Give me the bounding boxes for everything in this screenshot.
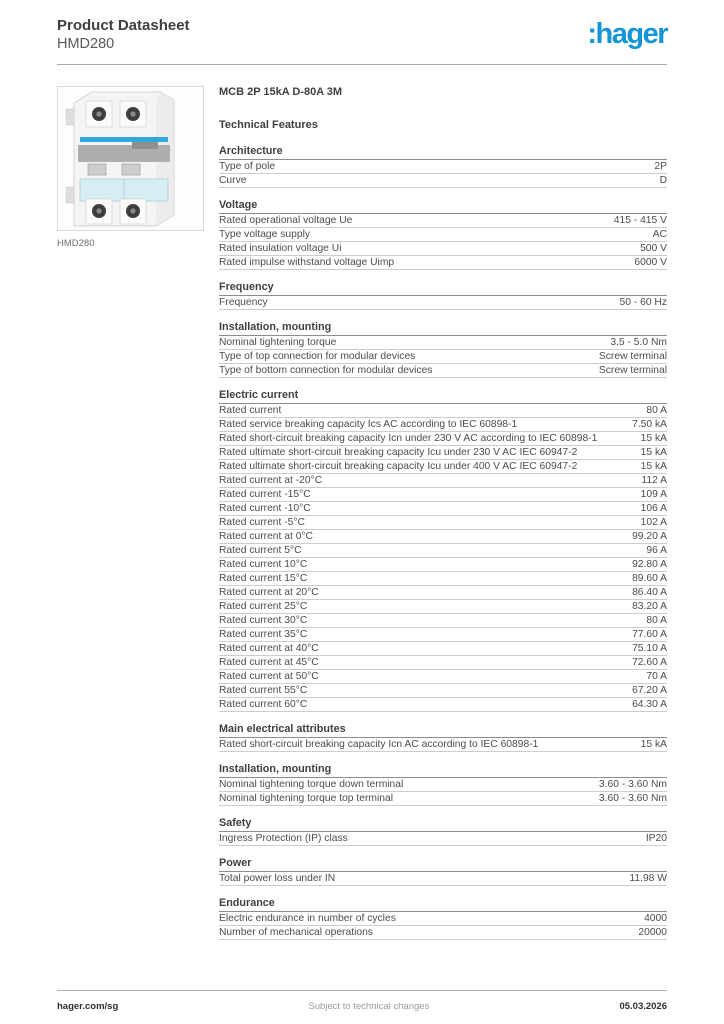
spec-row: [219, 738, 667, 752]
page-header: [57, 0, 667, 65]
spec-label: Type of top connection for modular devices: [219, 351, 416, 362]
spec-row: [219, 832, 667, 846]
spec-value: 77.60 A: [632, 629, 667, 640]
spec-section: [219, 199, 667, 270]
spec-section: [219, 817, 667, 846]
spec-section: [219, 857, 667, 886]
section-heading: Frequency: [219, 281, 667, 296]
section-heading: Main electrical attributes: [219, 723, 667, 738]
spec-value: 106 A: [640, 503, 667, 514]
spec-value: 415 - 415 V: [613, 215, 667, 226]
spec-label: Electric endurance in number of cycles: [219, 913, 396, 924]
spec-value: AC: [652, 229, 667, 240]
spec-label: Rated current 10°C: [219, 559, 308, 570]
spec-value: 112 A: [641, 475, 667, 486]
spec-label: Rated current -10°C: [219, 503, 311, 514]
spec-section: [219, 281, 667, 310]
section-heading: Endurance: [219, 897, 667, 912]
spec-value: 4000: [644, 913, 667, 924]
spec-row: [219, 446, 667, 460]
spec-label: Rated current 30°C: [219, 615, 308, 626]
spec-value: 70 A: [646, 671, 667, 682]
spec-value: 75.10 A: [632, 643, 667, 654]
spec-value: 86.40 A: [632, 587, 667, 598]
product-panel: [57, 86, 205, 940]
spec-value: 72.60 A: [632, 657, 667, 668]
spec-value: 11.98 W: [629, 873, 667, 884]
spec-row: [219, 174, 667, 188]
spec-value: 3.60 - 3.60 Nm: [598, 779, 667, 790]
spec-label: Rated current 15°C: [219, 573, 308, 584]
page-footer: [57, 990, 667, 1012]
product-model: HMD280: [57, 36, 115, 52]
section-heading: Electric current: [219, 389, 667, 404]
spec-value: 3.60 - 3.60 Nm: [598, 793, 667, 804]
spec-value: 7.50 kA: [632, 419, 667, 430]
spec-value: 15 kA: [640, 433, 667, 444]
hager-logo: :hager: [587, 18, 667, 50]
spec-value: Screw terminal: [598, 351, 667, 362]
technical-features-panel: [219, 86, 667, 940]
features-heading: Technical Features: [219, 119, 318, 131]
spec-row: [219, 404, 667, 418]
spec-label: Rated current -5°C: [219, 517, 305, 528]
spec-row: [219, 792, 667, 806]
spec-row: [219, 228, 667, 242]
footer-date: 05.03.2026: [619, 1001, 667, 1012]
spec-label: Rated current at 0°C: [219, 531, 313, 542]
spec-value: 109 A: [640, 489, 667, 500]
spec-label: Rated current: [219, 405, 282, 416]
spec-section: [219, 897, 667, 940]
spec-row: [219, 364, 667, 378]
section-heading: Architecture: [219, 145, 667, 160]
spec-row: [219, 432, 667, 446]
spec-label: Rated insulation voltage Ui: [219, 243, 342, 254]
spec-row: [219, 600, 667, 614]
spec-value: 89.60 A: [632, 573, 667, 584]
page-title: Product Datasheet: [57, 17, 190, 34]
spec-value: 20000: [638, 927, 667, 938]
spec-row: [219, 656, 667, 670]
spec-value: 15 kA: [640, 447, 667, 458]
spec-row: [219, 586, 667, 600]
spec-label: Number of mechanical operations: [219, 927, 373, 938]
spec-row: [219, 872, 667, 886]
spec-label: Rated current 55°C: [219, 685, 308, 696]
spec-section: [219, 763, 667, 806]
product-image-caption: HMD280: [57, 238, 95, 249]
product-image-frame: [57, 86, 204, 231]
spec-row: [219, 558, 667, 572]
spec-row: [219, 530, 667, 544]
spec-label: Ingress Protection (IP) class: [219, 833, 348, 844]
spec-label: Rated short-circuit breaking capacity Icn AC according to IEC 60898-1: [219, 739, 539, 750]
spec-row: [219, 418, 667, 432]
spec-label: Rated current at 20°C: [219, 587, 319, 598]
spec-row: [219, 214, 667, 228]
spec-label: Nominal tightening torque top terminal: [219, 793, 394, 804]
spec-row: [219, 572, 667, 586]
spec-section: [219, 723, 667, 752]
content-area: [57, 86, 667, 940]
spec-label: Type voltage supply: [219, 229, 311, 240]
header-titles: [57, 17, 190, 53]
spec-row: [219, 256, 667, 270]
spec-row: [219, 160, 667, 174]
spec-value: 3.5 - 5.0 Nm: [610, 337, 667, 348]
spec-row: [219, 778, 667, 792]
spec-row: [219, 926, 667, 940]
spec-value: 99.20 A: [632, 531, 667, 542]
spec-label: Rated impulse withstand voltage Uimp: [219, 257, 395, 268]
spec-row: [219, 628, 667, 642]
spec-label: Rated operational voltage Ue: [219, 215, 353, 226]
spec-row: [219, 614, 667, 628]
spec-value: 67.20 A: [632, 685, 667, 696]
spec-value: 102 A: [640, 517, 667, 528]
spec-value: 15 kA: [640, 461, 667, 472]
spec-row: [219, 296, 667, 310]
spec-label: Rated current 25°C: [219, 601, 308, 612]
spec-section: [219, 321, 667, 378]
spec-row: [219, 242, 667, 256]
section-heading: Power: [219, 857, 667, 872]
spec-value: D: [659, 175, 667, 186]
spec-section: [219, 389, 667, 712]
spec-value: 92.80 A: [632, 559, 667, 570]
spec-label: Rated current at 40°C: [219, 643, 319, 654]
spec-row: [219, 544, 667, 558]
spec-label: Rated current 60°C: [219, 699, 308, 710]
spec-label: Rated current 5°C: [219, 545, 302, 556]
spec-label: Frequency: [219, 297, 268, 308]
spec-value: 6000 V: [634, 257, 667, 268]
spec-label: Rated current 35°C: [219, 629, 308, 640]
mcb-product-image: [58, 87, 203, 230]
spec-row: [219, 684, 667, 698]
spec-value: 96 A: [646, 545, 667, 556]
spec-row: [219, 516, 667, 530]
spec-row: [219, 670, 667, 684]
spec-label: Rated ultimate short-circuit breaking capacity Icu under 400 V AC IEC 60947-2: [219, 461, 578, 472]
section-heading: Safety: [219, 817, 667, 832]
spec-label: Type of pole: [219, 161, 276, 172]
spec-row: [219, 912, 667, 926]
spec-label: Curve: [219, 175, 247, 186]
spec-label: Rated current at 50°C: [219, 671, 319, 682]
spec-label: Type of bottom connection for modular devices: [219, 365, 433, 376]
spec-label: Nominal tightening torque: [219, 337, 337, 348]
spec-label: Rated service breaking capacity Ics AC according to IEC 60898-1: [219, 419, 518, 430]
spec-row: [219, 336, 667, 350]
product-title: MCB 2P 15kA D-80A 3M: [219, 86, 343, 98]
section-heading: Voltage: [219, 199, 667, 214]
spec-value: 2P: [654, 161, 667, 172]
spec-value: 64.30 A: [632, 699, 667, 710]
spec-label: Rated current at -20°C: [219, 475, 323, 486]
section-heading: Installation, mounting: [219, 321, 667, 336]
spec-value: 500 V: [640, 243, 667, 254]
spec-value: 80 A: [646, 615, 667, 626]
spec-label: Rated ultimate short-circuit breaking capacity Icu under 230 V AC IEC 60947-2: [219, 447, 578, 458]
spec-row: [219, 350, 667, 364]
spec-value: IP20: [645, 833, 667, 844]
spec-value: 83.20 A: [632, 601, 667, 612]
spec-row: [219, 502, 667, 516]
spec-section: [219, 145, 667, 188]
spec-label: Rated current -15°C: [219, 489, 311, 500]
spec-value: Screw terminal: [598, 365, 667, 376]
spec-value: 80 A: [646, 405, 667, 416]
spec-row: [219, 488, 667, 502]
spec-label: Nominal tightening torque down terminal: [219, 779, 404, 790]
footer-website-link[interactable]: hager.com/sg: [57, 1001, 119, 1012]
spec-row: [219, 460, 667, 474]
footer-disclaimer: Subject to technical changes: [308, 1001, 430, 1012]
spec-label: Rated short-circuit breaking capacity Icn under 230 V AC according to IEC 60898-1: [219, 433, 598, 444]
spec-label: Rated current at 45°C: [219, 657, 319, 668]
spec-value: 50 - 60 Hz: [619, 297, 667, 308]
spec-row: [219, 698, 667, 712]
spec-sections: [219, 145, 667, 940]
spec-value: 15 kA: [640, 739, 667, 750]
spec-row: [219, 474, 667, 488]
section-heading: Installation, mounting: [219, 763, 667, 778]
spec-label: Total power loss under IN: [219, 873, 336, 884]
spec-row: [219, 642, 667, 656]
